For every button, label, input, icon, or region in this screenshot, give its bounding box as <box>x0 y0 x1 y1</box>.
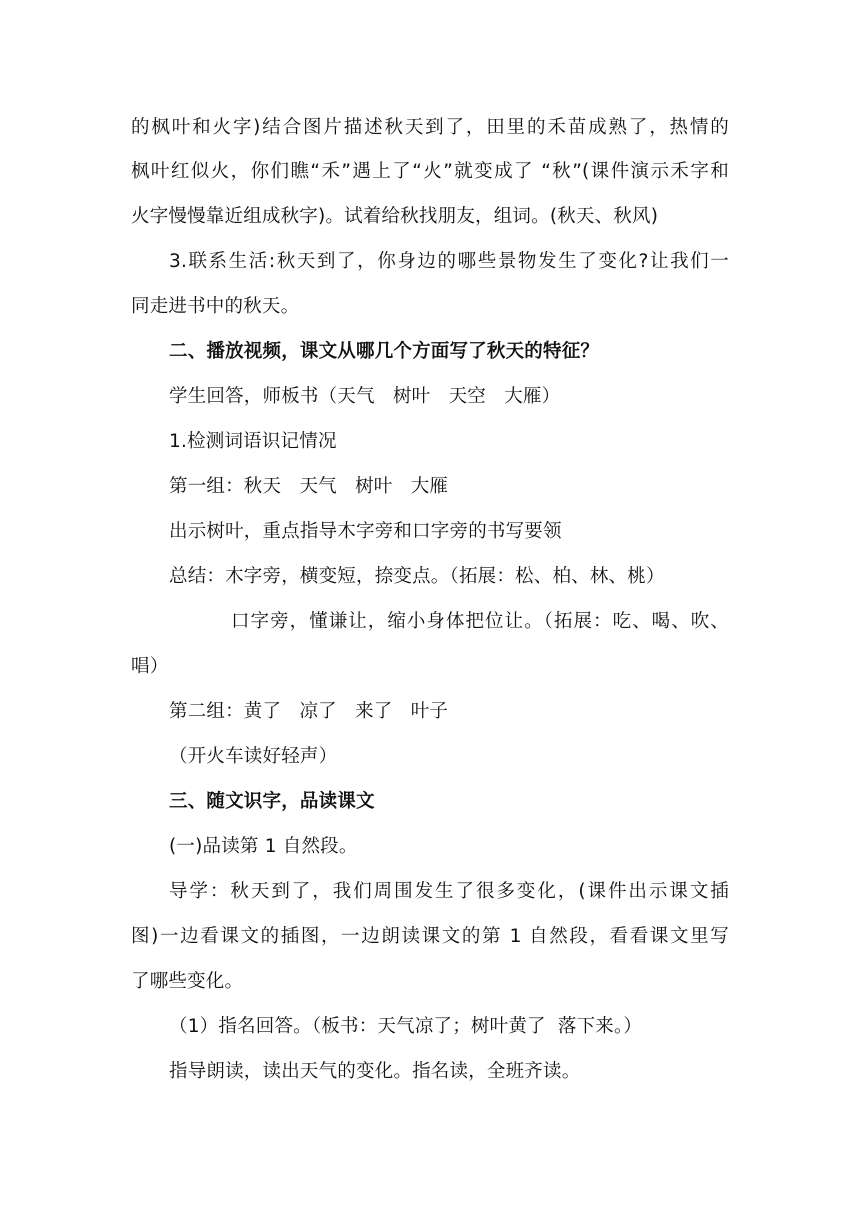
text-line: 3.联系生活:秋天到了，你身边的哪些景物发生了变化?让我们一 <box>169 251 729 272</box>
text-line: 导学：秋天到了，我们周围发生了很多变化，(课件出示课文插 <box>169 881 729 902</box>
text-line: （1）指名回答。（板书：天气凉了；树叶黄了 落下来。） <box>169 1016 643 1037</box>
text-line: (一)品读第 1 自然段。 <box>169 836 358 857</box>
section-heading: 三、随文识字，品读课文 <box>169 791 375 812</box>
text-line: 的枫叶和火字)结合图片描述秋天到了，田里的禾苗成熟了，热情的 <box>131 117 729 138</box>
text-line: 唱） <box>131 656 169 677</box>
section-heading: 二、播放视频，课文从哪几个方面写了秋天的特征？ <box>169 341 600 362</box>
text-line: 口字旁，懂谦让，缩小身体把位让。（拓展：吃、喝、吹、 <box>231 611 729 632</box>
text-line: 总结：木字旁，横变短，捺变点。（拓展：松、柏、林、桃） <box>169 566 665 587</box>
text-line: 指导朗读，读出天气的变化。指名读，全班齐读。 <box>169 1061 581 1082</box>
text-line: 火字慢慢靠近组成秋字)。试着给秋找朋友，组词。(秋天、秋风) <box>131 206 659 227</box>
text-line: 第二组：黄了 凉了 来了 叶子 <box>169 701 449 722</box>
text-line: （开火车读好轻声） <box>169 746 338 767</box>
text-line: 了哪些变化。 <box>131 971 244 992</box>
text-line: 图)一边看课文的插图，一边朗读课文的第 1 自然段，看看课文里写 <box>131 926 729 947</box>
text-line: 第一组：秋天 天气 树叶 大雁 <box>169 476 449 497</box>
text-line: 学生回答，师板书（天气 树叶 天空 大雁） <box>169 386 561 407</box>
text-line: 同走进书中的秋天。 <box>131 296 300 317</box>
text-line: 枫叶红似火，你们瞧“禾”遇上了“火”就变成了 “秋”(课件演示禾字和 <box>131 161 729 182</box>
text-line: 出示树叶，重点指导木字旁和口字旁的书写要领 <box>169 521 562 542</box>
text-line: 1.检测词语识记情况 <box>169 431 337 452</box>
